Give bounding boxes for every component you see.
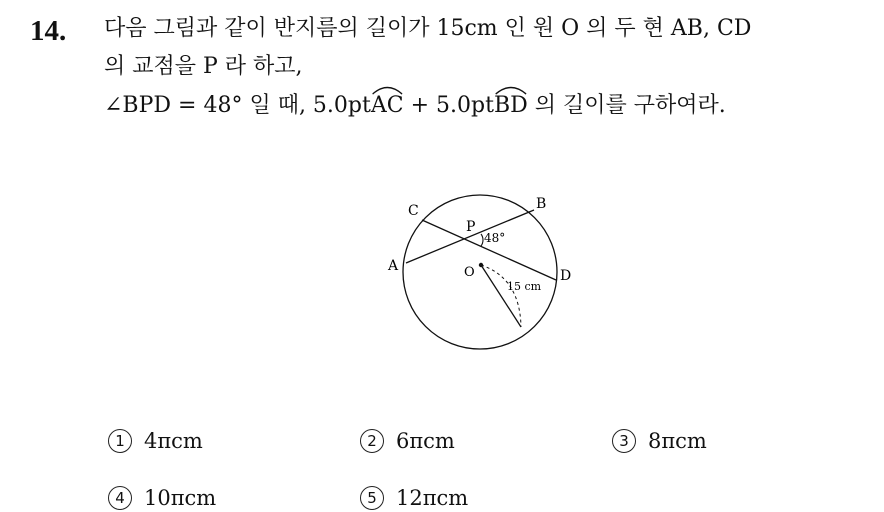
arc-ac-label: AC <box>370 93 404 118</box>
question-line-2: 의 교점을 P 라 하고, <box>104 54 303 79</box>
label-o: O <box>464 265 475 280</box>
choice-4-value: 10πcm <box>144 486 217 510</box>
choice-3-value: 8πcm <box>648 429 707 453</box>
choice-3[interactable] <box>612 427 707 455</box>
arc-ac-overline <box>371 83 404 95</box>
choice-4[interactable] <box>108 484 216 512</box>
label-a: A <box>388 258 399 274</box>
circle-o <box>403 195 557 349</box>
label-d: D <box>560 268 572 284</box>
circle-figure <box>380 188 580 358</box>
label-radius: 15 cm <box>507 280 542 293</box>
label-b: B <box>536 196 547 212</box>
label-p: P <box>466 219 476 235</box>
choice-4-number: 4 <box>108 486 132 510</box>
arc-bd-notation <box>494 91 528 121</box>
line3-plus: + 5.0pt <box>403 93 494 118</box>
line3-suffix: 의 길이를 구하여라. <box>527 93 726 118</box>
line3-prefix: ∠BPD = 48° 일 때, 5.0pt <box>104 93 371 118</box>
arc-bd-overline <box>494 83 528 95</box>
radius-line <box>481 265 521 327</box>
choice-5[interactable] <box>360 484 468 512</box>
label-c: C <box>408 203 419 219</box>
choice-1-value: 4πcm <box>144 429 203 453</box>
choice-2-number: 2 <box>360 429 384 453</box>
arc-bd-label: BD <box>493 93 528 118</box>
question-line-1: 다음 그림과 같이 반지름의 길이가 15cm 인 원 O 의 두 현 AB, CD <box>104 16 752 41</box>
choice-1-number: 1 <box>108 429 132 453</box>
choice-5-number: 5 <box>360 486 384 510</box>
label-angle: 48° <box>484 231 506 245</box>
choice-2[interactable] <box>360 427 455 455</box>
choice-3-number: 3 <box>612 429 636 453</box>
choice-1[interactable] <box>108 427 203 455</box>
question-number: 14. <box>30 15 67 47</box>
angle-arc <box>481 234 483 246</box>
question-line-3 <box>104 91 726 121</box>
choice-2-value: 6πcm <box>396 429 455 453</box>
arc-ac-notation <box>371 91 404 121</box>
choice-5-value: 12πcm <box>396 486 469 510</box>
